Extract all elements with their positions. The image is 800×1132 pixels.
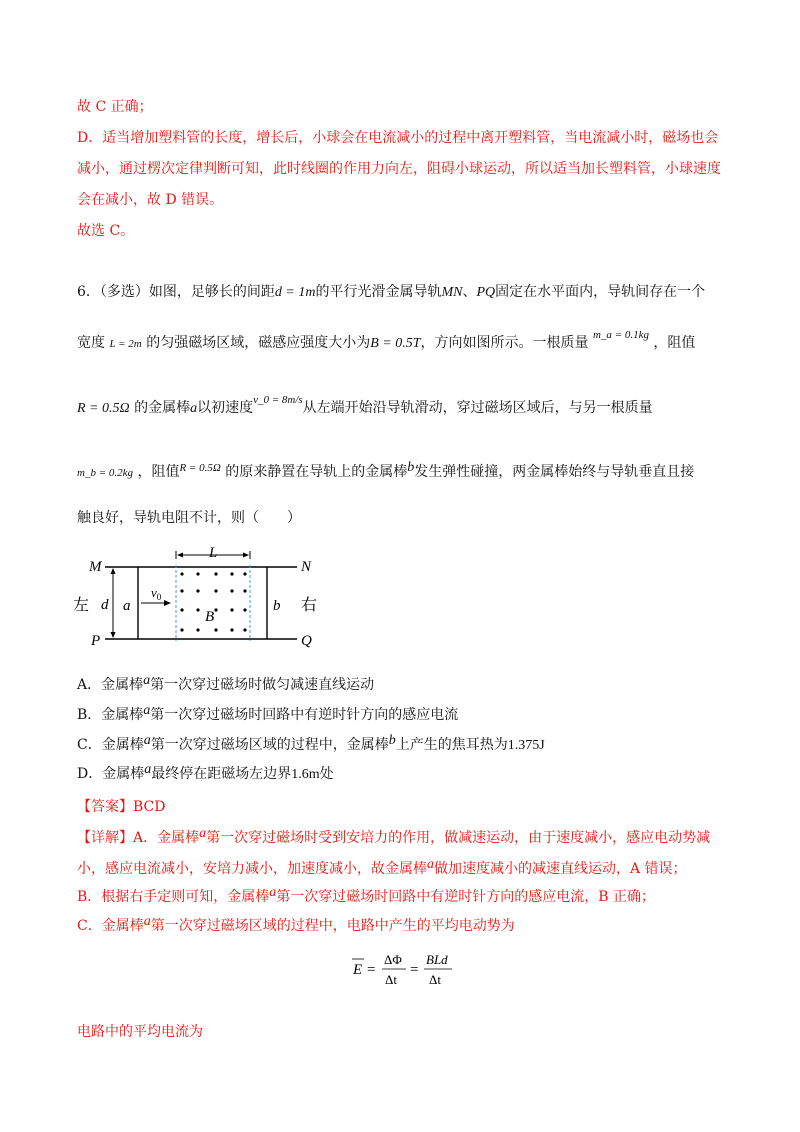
detail-c-line: C．金属棒a第一次穿过磁场区域的过程中，电路中产生的平均电动势为 <box>77 914 515 934</box>
question-line-2: 宽度 L = 2m 的匀强磁场区域，磁感应强度大小为B = 0.5T，方向如图所示。一根质量 $^{m\_a = 0.1kg}$ ，阻值 <box>77 329 696 351</box>
label-q: Q <box>301 633 312 649</box>
label-v0: $v_0$ <box>151 585 162 602</box>
label-l: L <box>209 545 218 561</box>
label-right: 右 <box>301 595 318 614</box>
detail-a-line-1: 【详解】A．金属棒a第一次穿过磁场时受到安培力的作用，做减速运动，由于速度减小，感应电动势减 <box>77 826 711 846</box>
label-d: d <box>101 597 109 613</box>
prev-d-line-3: 会在减小，故 D 错误。 <box>77 192 224 208</box>
svg-text:=: = <box>367 962 376 978</box>
prev-choice: 故选 C。 <box>77 223 135 239</box>
label-p: P <box>91 633 101 649</box>
rail-figure <box>73 545 325 655</box>
emf-equation <box>350 950 470 990</box>
svg-text:Δt: Δt <box>429 972 441 987</box>
svg-text:ΔΦ: ΔΦ <box>384 952 402 967</box>
prev-d-line-1: D．适当增加塑料管的长度，增长后，小球会在电流减小的过程中离开塑料管，当电流减小时，磁场也会 <box>77 130 719 146</box>
option-b: B．金属棒a第一次穿过磁场时回路中有逆时针方向的感应电流 <box>77 703 459 723</box>
label-m: M <box>89 559 102 575</box>
question-line-1: 6．（多选）如图，足够长的间距d = 1m的平行光滑金属导轨MN、PQ固定在水平面内，导轨间存在一个 <box>77 284 706 300</box>
option-c: C．金属棒a第一次穿过磁场区域的过程中，金属棒b上产生的焦耳热为1.375J <box>77 733 545 753</box>
label-left: 左 <box>73 595 90 614</box>
svg-text:BLd: BLd <box>426 952 448 967</box>
detail-a-line-2: 小，感应电流减小，安培力减小，加速度减小，故金属棒a做加速度减小的减速直线运动，A 错误； <box>77 857 687 877</box>
prev-c-line: 故 C 正确； <box>77 99 153 115</box>
prev-d-line-2: 减小，通过楞次定律判断可知，此时线圈的作用力向左，阻碍小球运动，所以适当加长塑料管，小球速度 <box>77 161 721 177</box>
detail-c-current: 电路中的平均电流为 <box>77 1024 203 1040</box>
label-b-field: B <box>205 609 215 625</box>
label-b: b <box>273 598 281 614</box>
question-line-4: m_b = 0.2kg ，阻值$^{R = 0.5\Omega}$ 的原来静置在导轨上的金属棒b发生弹性碰撞，两金属棒始终与导轨垂直且接 <box>77 460 695 480</box>
label-a: a <box>123 598 131 614</box>
option-a: A．金属棒a第一次穿过磁场时做匀减速直线运动 <box>77 673 375 693</box>
svg-text:E: E <box>353 962 363 978</box>
detail-b-line: B．根据右手定则可知，金属棒a第一次穿过磁场时回路中有逆时针方向的感应电流，B 正确； <box>77 885 656 905</box>
svg-text:Δt: Δt <box>385 972 397 987</box>
question-line-5: 触良好，导轨电阻不计，则（ ） <box>77 510 301 526</box>
svg-text:=: = <box>410 962 419 978</box>
answer-label: 【答案】BCD <box>77 799 166 815</box>
question-line-3: R = 0.5Ω 的金属棒a以初速度$^{v\_0 = 8m/s}$从左端开始沿导轨滑动，穿过磁场区域后，与另一根质量 <box>77 394 653 416</box>
option-d: D．金属棒a最终停在距磁场左边界1.6m处 <box>77 762 334 782</box>
label-n: N <box>301 559 312 575</box>
